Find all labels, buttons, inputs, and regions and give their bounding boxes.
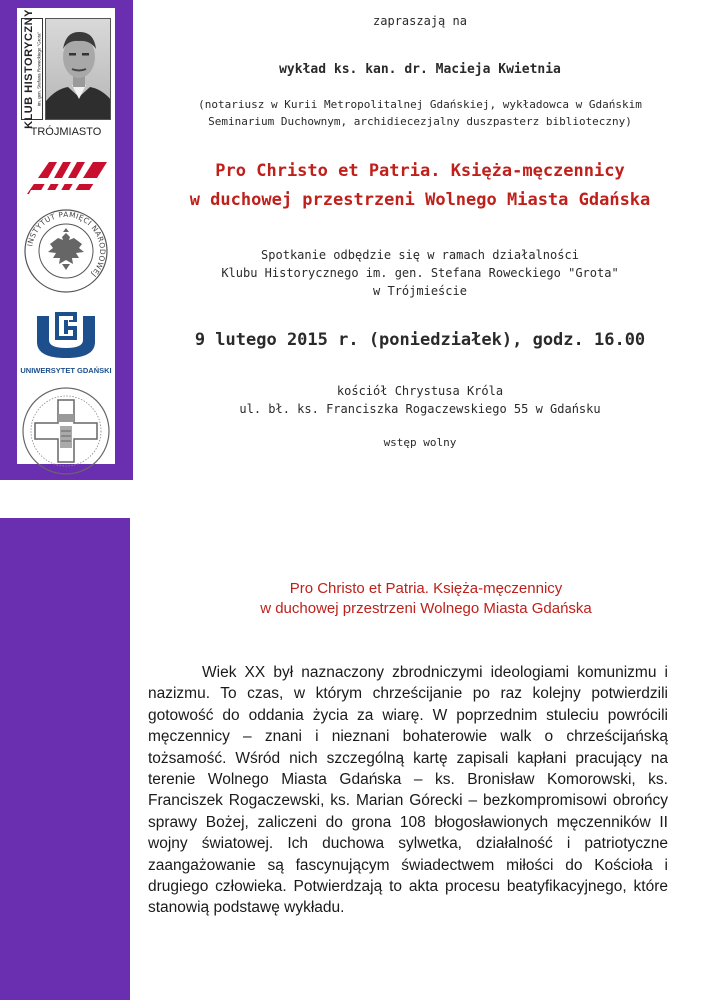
- logo-strip: [17, 8, 115, 464]
- cross-seal-icon: [21, 386, 111, 476]
- place-line-1: kościół Chrystusa Króla: [336, 384, 504, 398]
- klub-city: TRÓJMIASTO: [30, 126, 102, 138]
- lecture-line: wykład ks. kan. dr. Macieja Kwietnia: [279, 62, 561, 77]
- place-line-2: ul. bł. ks. Franciszka Rogaczewskiego 55 w Gdańsku: [239, 402, 601, 416]
- eagle-icon: [48, 228, 84, 270]
- invitation-title-2: w duchowej przestrzeni Wolnego Miasta Gdańska: [189, 190, 651, 210]
- ug-caption: UNIWERSYTET GDAŃSKI: [20, 366, 112, 375]
- portrait-photo: [45, 18, 111, 120]
- ak-anchor-icon: [23, 158, 109, 198]
- invitation-intro: zapraszają na: [373, 14, 467, 28]
- klub-historyczny-logo: [20, 9, 112, 148]
- article-body: Wiek XX był naznaczony zbrodniczymi ideologiami komunizmu i nazizmu. To czas, w którym chrześcijanie po raz kolejny potwierdzili gotowość do oddania życia za wiarę. W poprzednim stuleciu powrócili męczennicy – znani i nieznani bohaterowie walk o chrześcijańską tożsamość. Wśród nich szczególną kartę zapisali kapłani pracujący na terenie Wolnego Miasta Gdańska – ks. Bronisław Komorowski, ks. Franciszek Rogaczewski, ks. Marian Górecki – bezkompromisowi obrońcy sprawy Bożej, zaliczeni do grona 108 błogosławionych męczenników II wojny światowej. Ich duchowa sylwetka, działalność i patriotyczne zaangażowanie są fascynującym świadectwem miłości do Kościoła i drugiego człowieka. Potwierdzają to akta procesu beatyfikacyjnego, które stanowią podstawę wykładu.: [148, 664, 668, 917]
- sidebar-bottom: [0, 518, 130, 1000]
- klub-subtitle: im. gen. Stefana Roweckiego "Grota": [36, 31, 42, 107]
- klub-title: KLUB HISTORYCZNY: [23, 9, 35, 129]
- sidebar-top: [0, 0, 133, 480]
- ipn-logo: [23, 208, 109, 294]
- klub-vertical-label: [21, 9, 43, 129]
- entry-note: wstęp wolny: [383, 436, 457, 449]
- article-title-2: w duchowej przestrzeni Wolnego Miasta Gdańska: [260, 600, 592, 617]
- invitation-title-1: Pro Christo et Patria. Księża-męczennicy: [215, 161, 625, 181]
- article-title-1: Pro Christo et Patria. Księża-męczennicy: [289, 580, 563, 597]
- date-line: 9 lutego 2015 r. (poniedziałek), godz. 16.00: [194, 330, 646, 350]
- meeting-line-1: Spotkanie odbędzie się w ramach działalności: [261, 248, 579, 262]
- ipn-ring-text: INSTYTUT PAMIĘCI NARODOWEJ: [25, 209, 108, 279]
- affiliation-line-1: (notariusz w Kurii Metropolitalnej Gdańskiej, wykładowca w Gdańskim: [198, 98, 642, 111]
- affiliation-line-2: Seminarium Duchownym, archidiecezjalny duszpasterz biblioteczny): [208, 115, 632, 128]
- meeting-line-3: w Trójmieście: [373, 284, 467, 298]
- meeting-line-2: Klubu Historycznego im. gen. Stefana Roweckiego "Grota": [221, 266, 619, 280]
